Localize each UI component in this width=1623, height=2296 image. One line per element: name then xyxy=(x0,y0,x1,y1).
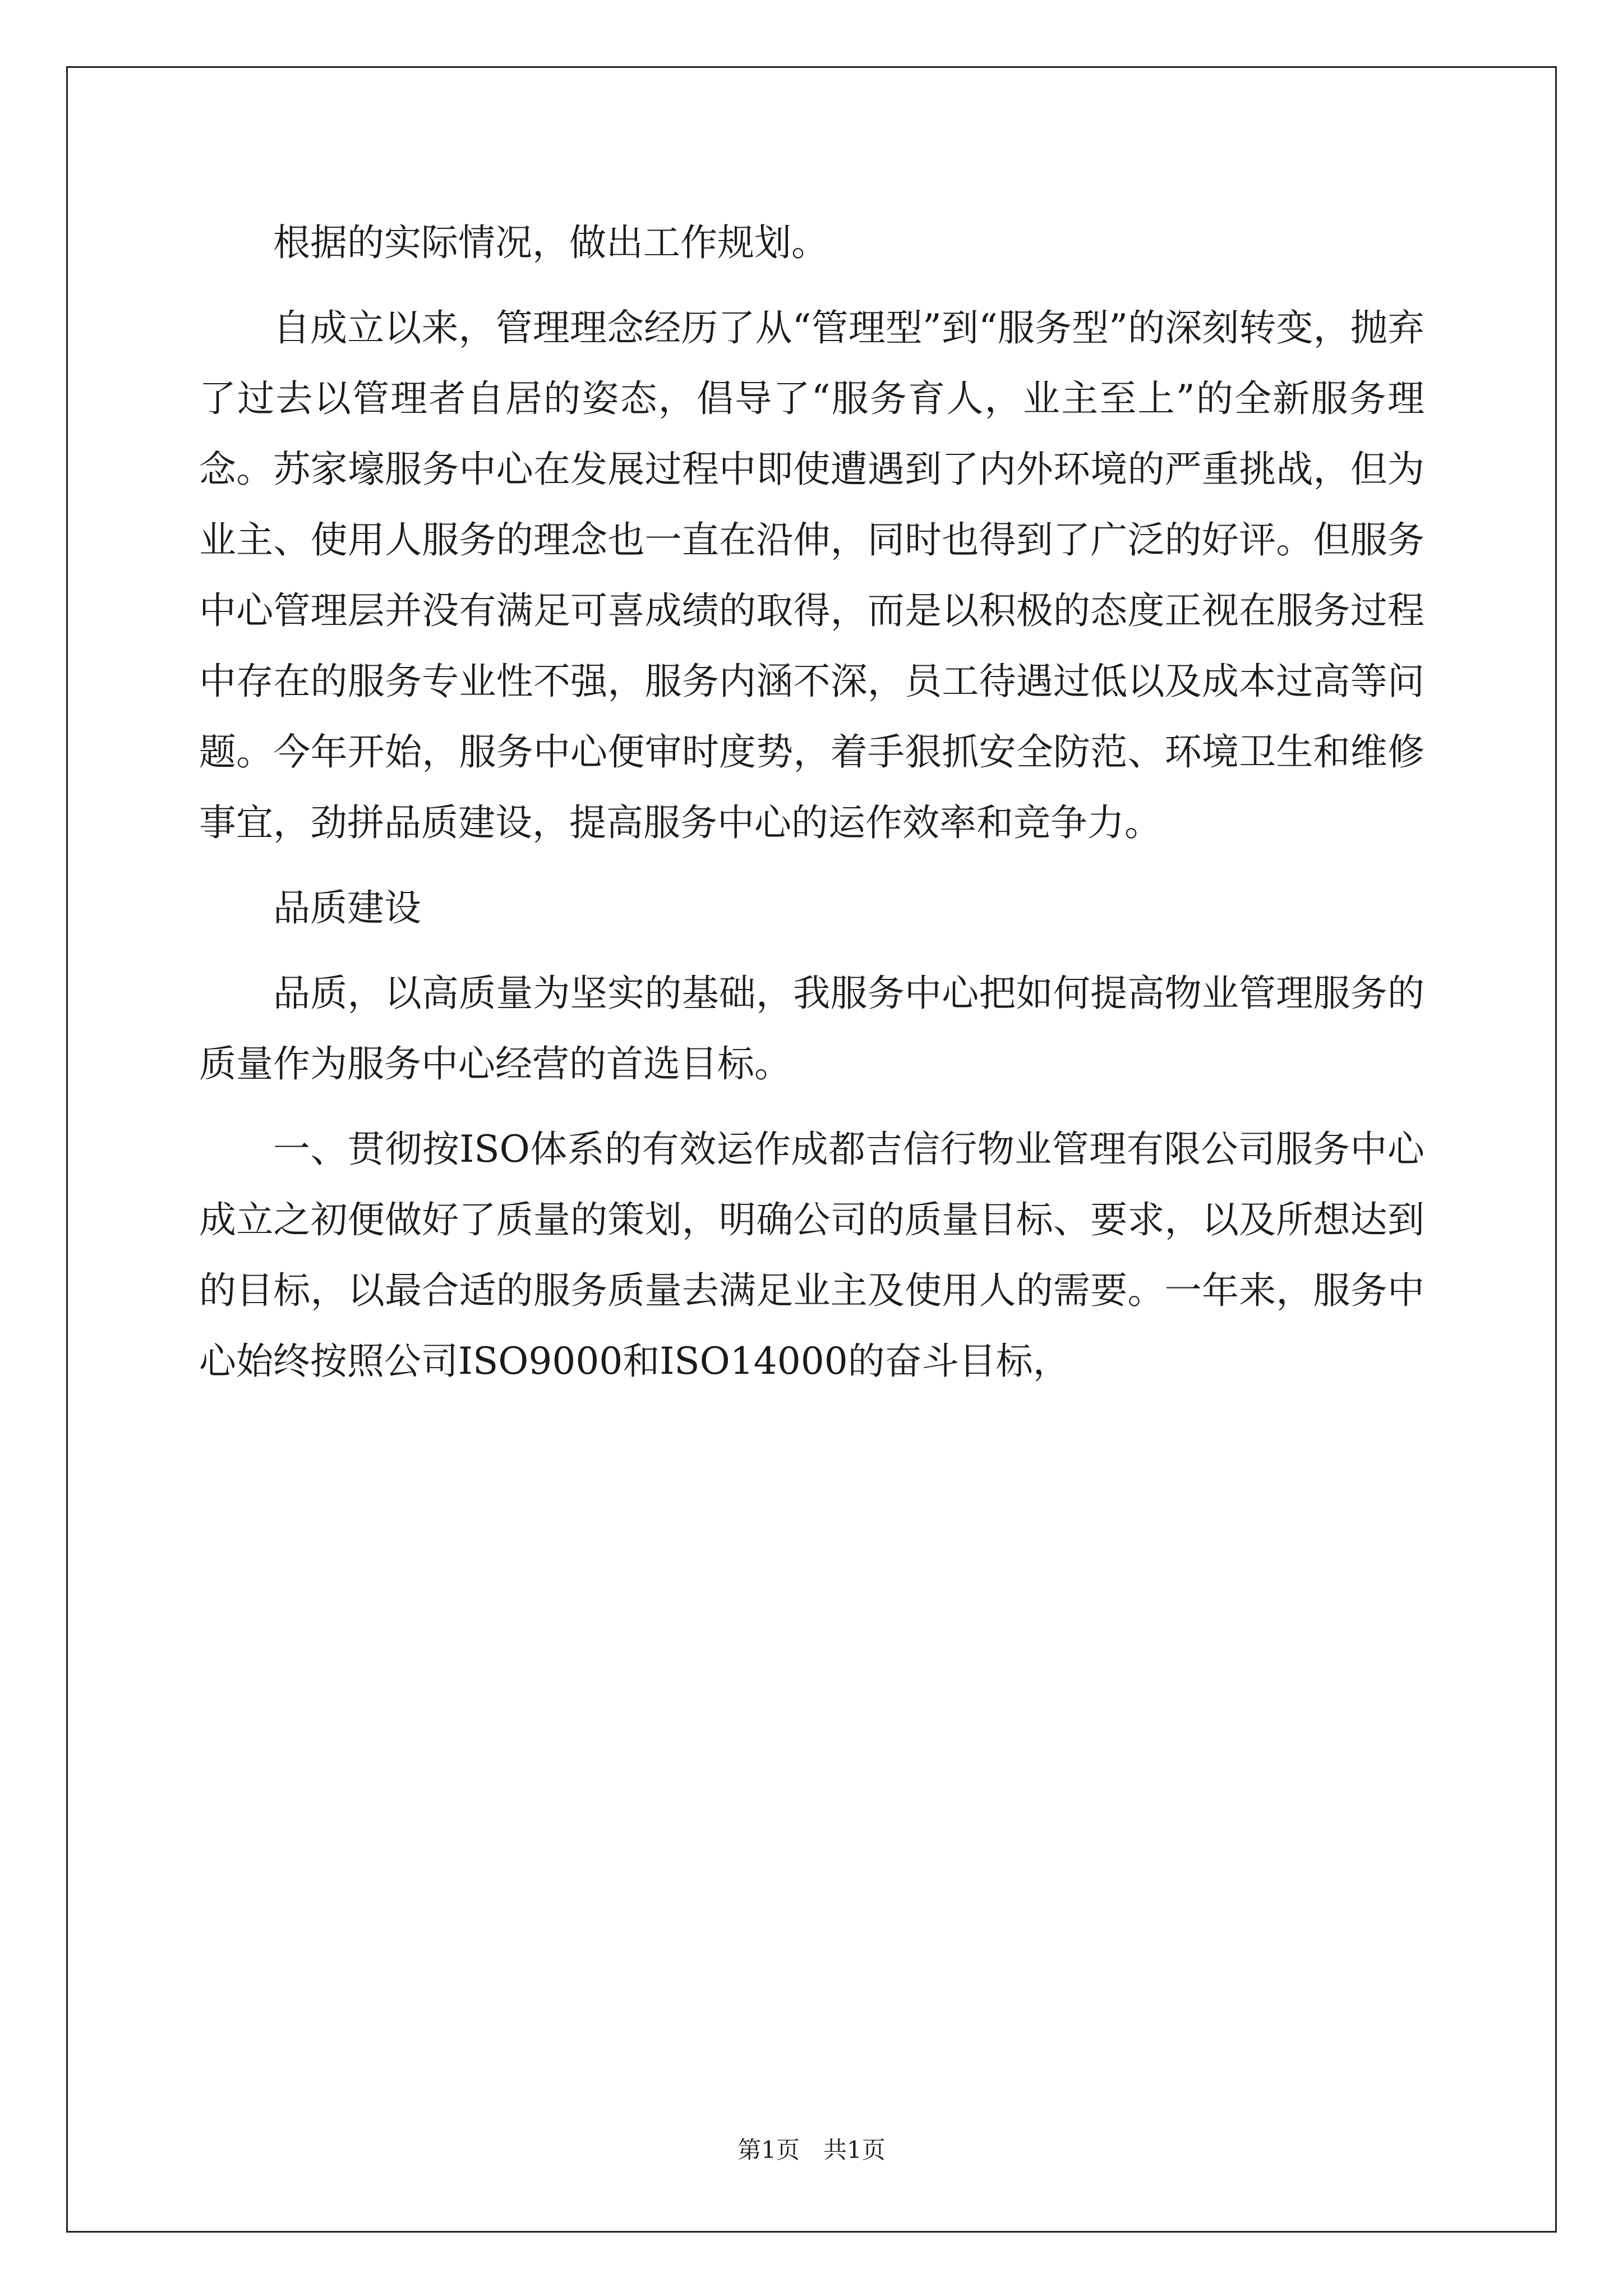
paragraph-management-concept: 自成立以来，管理理念经历了从“管理型”到“服务型”的深刻转变，抛弃了过去以管理者自居的姿态，倡导了“服务育人，业主至上”的全新服务理念。苏家壕服务中心在发展过程中即使遭遇到了内外环境的严重挑战，但为业主、使用人服务的理念也一直在沿伸，同时也得到了广泛的好评。但服务中心管理层并没有满足可喜成绩的取得，而是以积极的态度正视在服务过程中存在的服务专业性不强，服务内涵不深，员工待遇过低以及成本过高等问题。今年开始，服务中心便审时度势，着手狠抓安全防范、环境卫生和维修事宜，劲拼品质建设，提高服务中心的运作效率和竞争力。 xyxy=(199,306,1424,844)
paragraph-quality: 品质，以高质量为坚实的基础，我服务中心把如何提高物业管理服务的质量作为服务中心经营的首选目标。 xyxy=(199,972,1424,1085)
page-number: 第1页 共1页 xyxy=(737,2136,886,2164)
document-body xyxy=(199,208,1424,1397)
paragraph-intro: 根据的实际情况，做出工作规划。 xyxy=(273,221,828,264)
paragraph-iso: 一、贯彻按ISO体系的有效运作成都吉信行物业管理有限公司服务中心成立之初便做好了质量的策划，明确公司的质量目标、要求，以及所想达到的目标，以最合适的服务质量去满足业主及使用人的需要。一年来，服务中心始终按照公司ISO9000和ISO14000的奋斗目标， xyxy=(199,1128,1424,1383)
section-heading-quality: 品质建设 xyxy=(273,886,421,930)
